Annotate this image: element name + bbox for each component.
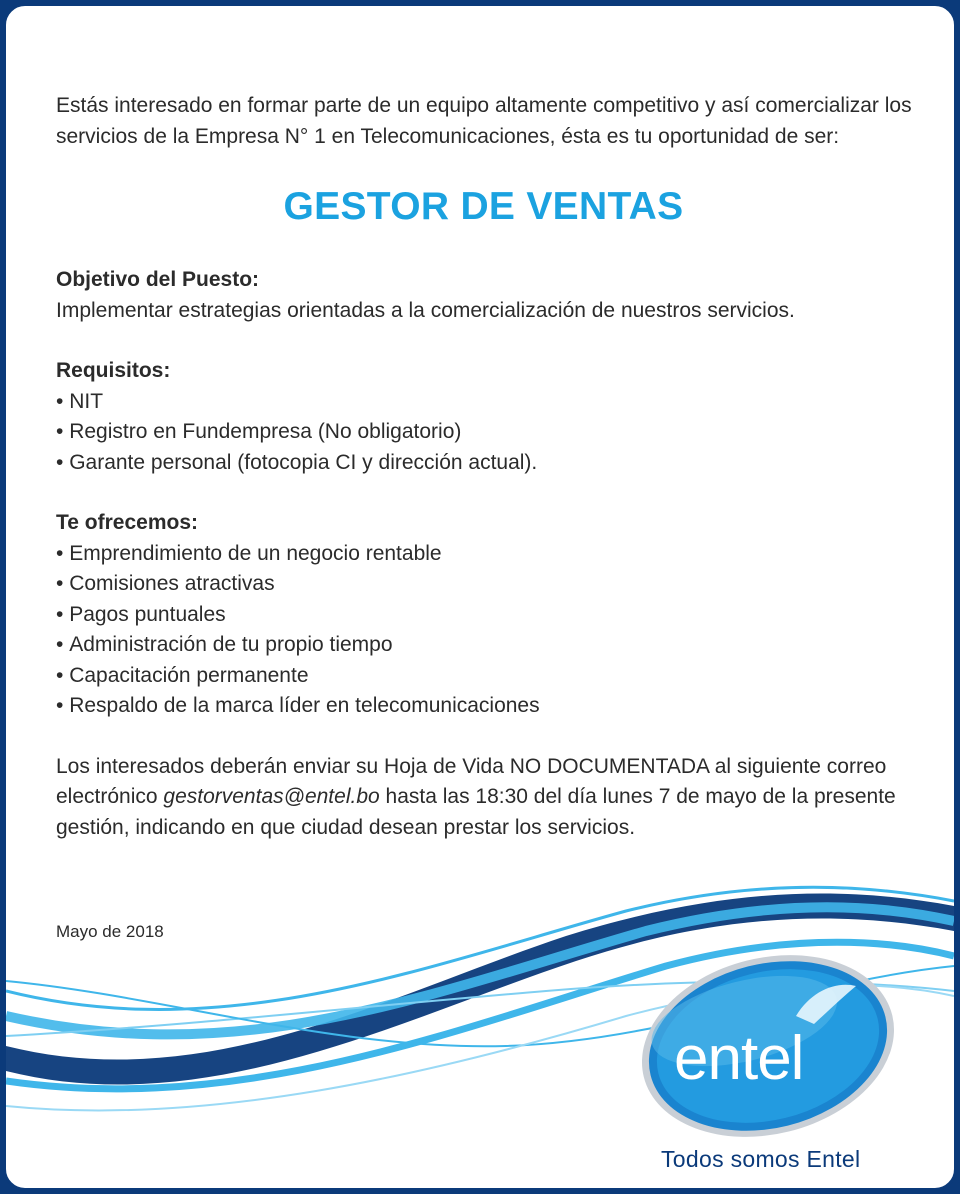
brand-tagline: Todos somos Entel	[661, 1146, 861, 1172]
closing-part1: Los interesados deberán enviar su Hoja de Vida NO DOCUMENTADA al siguiente correo electrónico	[56, 754, 887, 808]
list-item: • Pagos puntuales	[56, 600, 926, 631]
job-title: GESTOR DE VENTAS	[283, 185, 684, 228]
ad-frame	[3, 3, 957, 1191]
list-item: • Respaldo de la marca líder en telecomunicaciones	[56, 691, 926, 722]
list-item: • NIT	[56, 387, 926, 418]
entel-logo-text: entel	[674, 1024, 804, 1093]
objective-section	[56, 265, 926, 326]
objective-text: Implementar estrategias orientadas a la comercialización de nuestros servicios.	[56, 298, 795, 322]
objective-heading: Objetivo del Puesto:	[56, 268, 260, 291]
list-item: • Comisiones atractivas	[56, 569, 926, 600]
offers-section	[56, 508, 926, 722]
contact-email[interactable]: gestorventas@entel.bo	[163, 785, 380, 808]
requirements-list	[56, 387, 926, 479]
publication-date: Mayo de 2018	[56, 922, 164, 941]
closing-part2: hasta las 18:30 del día lunes 7 de mayo de la presente gestión, indicando en que ciudad desean prestar los servicios.	[56, 785, 896, 839]
offers-heading: Te ofrecemos:	[56, 511, 198, 534]
requirements-section	[56, 356, 926, 478]
requirements-heading: Requisitos:	[56, 359, 171, 382]
list-item: • Garante personal (fotocopia CI y dirección actual).	[56, 448, 926, 479]
list-item: • Capacitación permanente	[56, 661, 926, 692]
intro-text: Estás interesado en formar parte de un equipo altamente competitivo y así comercializar los servicios de la Empresa N° 1 en Telecomunicaciones, ésta es tu oportunidad de ser:	[56, 94, 912, 148]
list-item: • Administración de tu propio tiempo	[56, 630, 926, 661]
offers-list	[56, 539, 926, 722]
closing-text	[56, 752, 926, 844]
list-item: • Registro en Fundempresa (No obligatorio)	[56, 417, 926, 448]
list-item: • Emprendimiento de un negocio rentable	[56, 539, 926, 570]
ad-content	[56, 91, 926, 843]
